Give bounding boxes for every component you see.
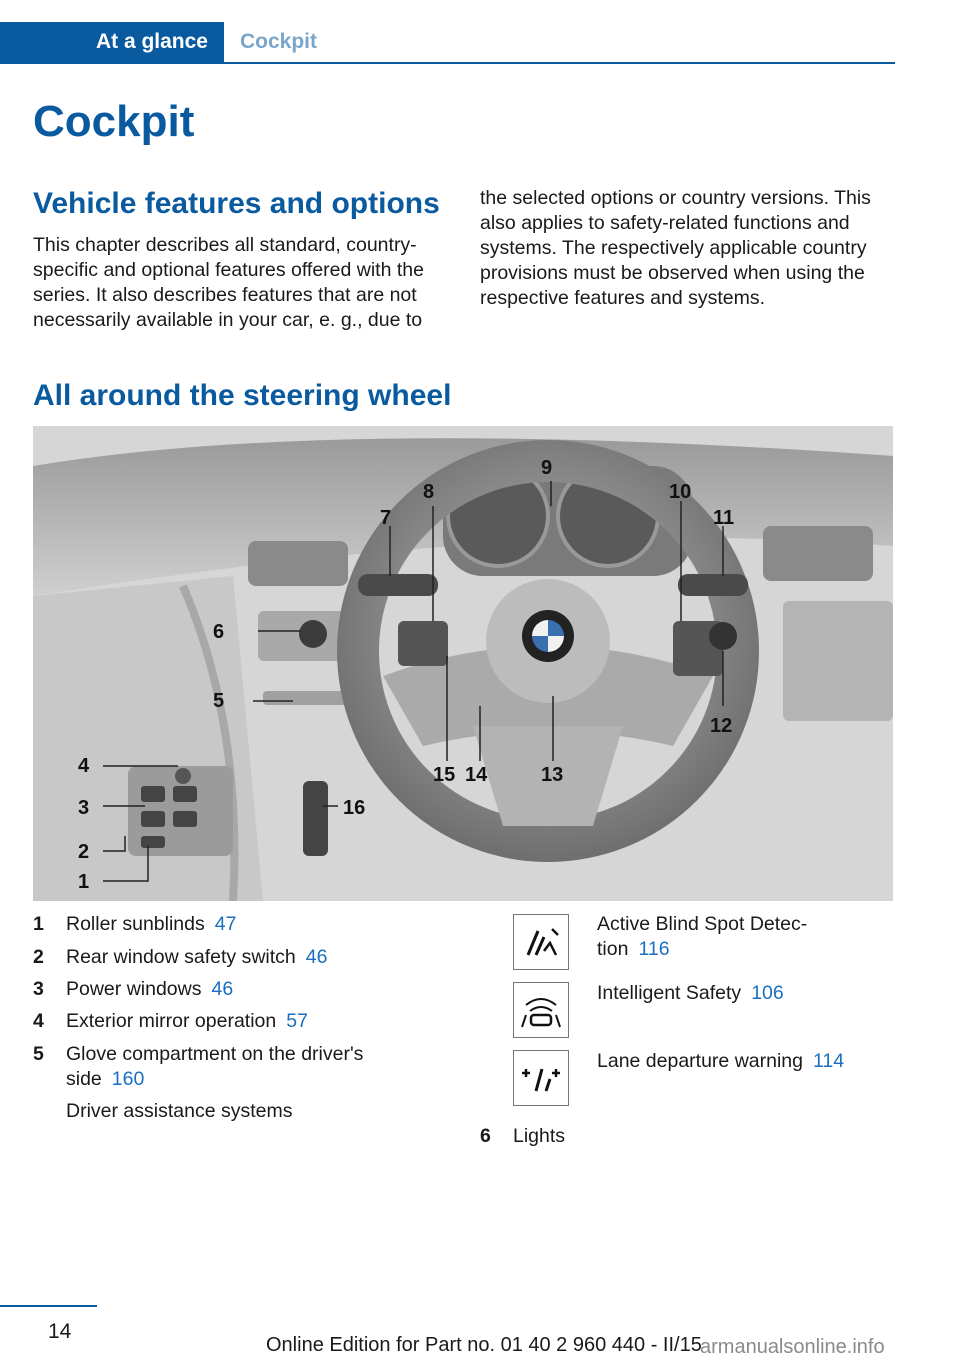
intelligent-safety-icon	[513, 982, 569, 1038]
page-ref-link[interactable]: 114	[812, 1050, 845, 1072]
legend-lane-departure: Lane departure warning 114	[597, 1050, 845, 1072]
intro-column-1: This chapter describes all standard, country-specific and optional features offered with the series. It also describes features that are not necessarily available in your car, e. g., due to	[33, 234, 424, 331]
cockpit-drawing	[33, 426, 893, 901]
callout-2: 2	[78, 841, 90, 863]
blind-spot-icon	[513, 914, 569, 970]
page-ref-link[interactable]: 46	[305, 946, 328, 968]
lane-departure-icon	[513, 1050, 569, 1106]
page-number: 14	[48, 1320, 72, 1343]
cockpit-illustration	[33, 426, 893, 901]
section-heading-features: Vehicle features and options	[33, 187, 440, 220]
page-ref-link[interactable]: 57	[286, 1010, 308, 1032]
page-ref-link[interactable]: 160	[111, 1068, 145, 1090]
callout-6: 6	[213, 621, 225, 643]
callout-7: 7	[380, 507, 392, 529]
tab-at-a-glance[interactable]: At a glance	[0, 22, 224, 62]
legend-blind-spot: Active Blind Spot Detec-tion 116	[597, 913, 808, 960]
tab-cockpit[interactable]: Cockpit	[240, 30, 318, 53]
page-ref-link[interactable]: 116	[638, 938, 670, 960]
callout-16: 16	[343, 797, 366, 819]
callout-14: 14	[465, 764, 488, 786]
callout-15: 15	[433, 764, 456, 786]
callout-13: 13	[541, 764, 564, 786]
callout-10: 10	[669, 481, 692, 503]
callout-11: 11	[713, 507, 735, 529]
footer-rule	[0, 1305, 97, 1307]
callout-9: 9	[541, 457, 553, 479]
page-ref-link[interactable]: 106	[751, 982, 784, 1004]
page-ref-link[interactable]: 46	[211, 978, 234, 1000]
section-heading-steering: All around the steering wheel	[33, 379, 452, 412]
watermark-text: armanualsonline.info	[700, 1336, 885, 1358]
callout-12: 12	[710, 715, 733, 737]
page-ref-link[interactable]: 47	[214, 913, 237, 935]
page-title: Cockpit	[33, 97, 195, 146]
callout-3: 3	[78, 797, 90, 819]
edition-note: Online Edition for Part no. 01 40 2 960 440 - II/15	[266, 1334, 702, 1356]
legend-driver-assistance: Driver assistance systems	[66, 1100, 293, 1122]
callout-1: 1	[78, 871, 90, 893]
header-bar	[0, 0, 895, 64]
legend-intelligent-safety: Intelligent Safety 106	[597, 982, 784, 1004]
callout-8: 8	[423, 481, 435, 503]
callout-4: 4	[78, 755, 90, 777]
intro-column-2: the selected options or country versions. This also applies to safety-related functions and systems. The respectively applicable country provisions must be observed when using the respective features and systems.	[480, 187, 871, 309]
callout-5: 5	[213, 690, 225, 712]
